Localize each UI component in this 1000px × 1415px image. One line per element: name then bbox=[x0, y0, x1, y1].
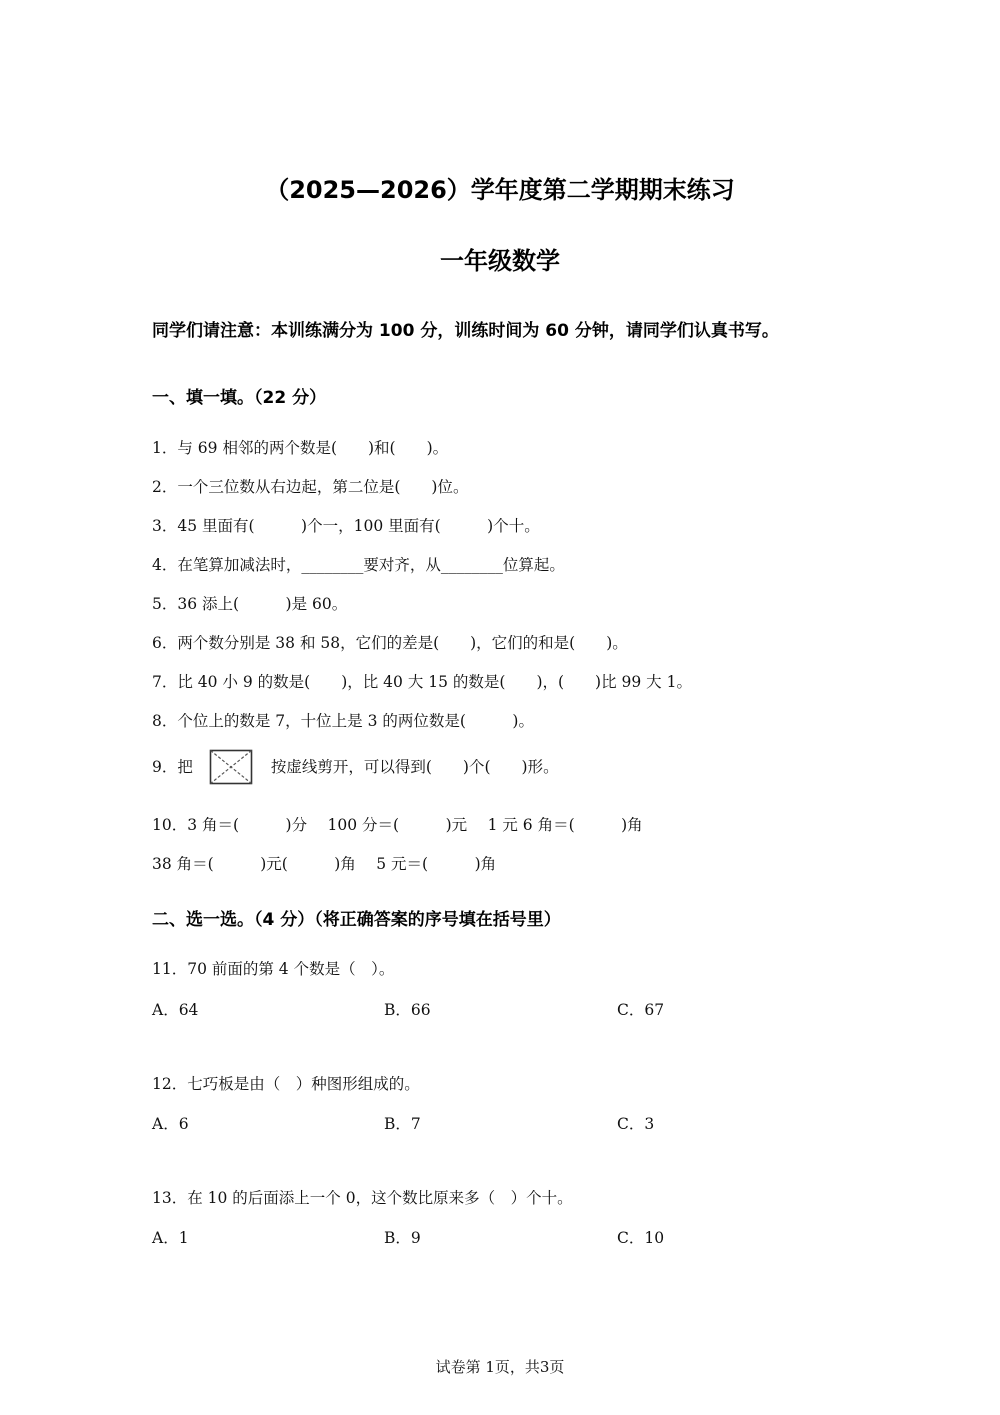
question-13-option-a: A．1 bbox=[152, 1229, 189, 1247]
exam-subtitle: 一年级数学 bbox=[440, 247, 560, 275]
question-9-suffix: 按虚线剪开，可以得到( )个( )形。 bbox=[270, 758, 559, 776]
question-9-prefix: 9．把 bbox=[152, 758, 193, 776]
question-13-option-b: B．9 bbox=[384, 1229, 421, 1247]
question-12: 12．七巧板是由（ ）种图形组成的。 bbox=[152, 1075, 420, 1093]
question-8: 8．个位上的数是 7，十位上是 3 的两位数是( )。 bbox=[152, 712, 534, 730]
question-11-option-b: B．66 bbox=[384, 1001, 431, 1019]
rectangle-dashed-diagonals-icon bbox=[209, 749, 253, 785]
exam-notice: 同学们请注意：本训练满分为 100 分，训练时间为 60 分钟，请同学们认真书写。 bbox=[152, 321, 779, 341]
question-2: 2．一个三位数从右边起，第二位是( )位。 bbox=[152, 478, 469, 496]
question-4: 4．在笔算加减法时，________要对齐，从________位算起。 bbox=[152, 556, 565, 574]
page-footer: 试卷第 1页，共3页 bbox=[435, 1358, 565, 1376]
question-11-option-a: A．64 bbox=[152, 1001, 199, 1019]
section-1-heading: 一、填一填。（22 分） bbox=[152, 388, 327, 408]
question-9 bbox=[152, 749, 559, 785]
question-10-line-1: 10．3 角＝( )分 100 分＝( )元 1 元 6 角＝( )角 bbox=[152, 816, 643, 834]
question-12-option-a: A．6 bbox=[152, 1115, 189, 1133]
exam-title: （2025—2026）学年度第二学期期末练习 bbox=[265, 176, 735, 204]
question-7: 7．比 40 小 9 的数是( )，比 40 大 15 的数是( )，( )比 99 大 1。 bbox=[152, 673, 692, 691]
question-1: 1．与 69 相邻的两个数是( )和( )。 bbox=[152, 439, 449, 457]
question-13: 13．在 10 的后面添上一个 0，这个数比原来多（ ）个十。 bbox=[152, 1189, 573, 1207]
section-2-heading: 二、选一选。（4 分）（将正确答案的序号填在括号里） bbox=[152, 910, 561, 930]
question-3: 3．45 里面有( )个一，100 里面有( )个十。 bbox=[152, 517, 540, 535]
question-11: 11．70 前面的第 4 个数是（ ）。 bbox=[152, 960, 395, 978]
question-12-option-c: C．3 bbox=[617, 1115, 655, 1133]
question-5: 5．36 添上( )是 60。 bbox=[152, 595, 348, 613]
question-11-option-c: C．67 bbox=[617, 1001, 665, 1019]
question-10-line-2: 38 角＝( )元( )角 5 元＝( )角 bbox=[152, 855, 497, 873]
question-13-option-c: C．10 bbox=[617, 1229, 665, 1247]
question-6: 6．两个数分别是 38 和 58，它们的差是( )，它们的和是( )。 bbox=[152, 634, 628, 652]
question-12-option-b: B．7 bbox=[384, 1115, 421, 1133]
